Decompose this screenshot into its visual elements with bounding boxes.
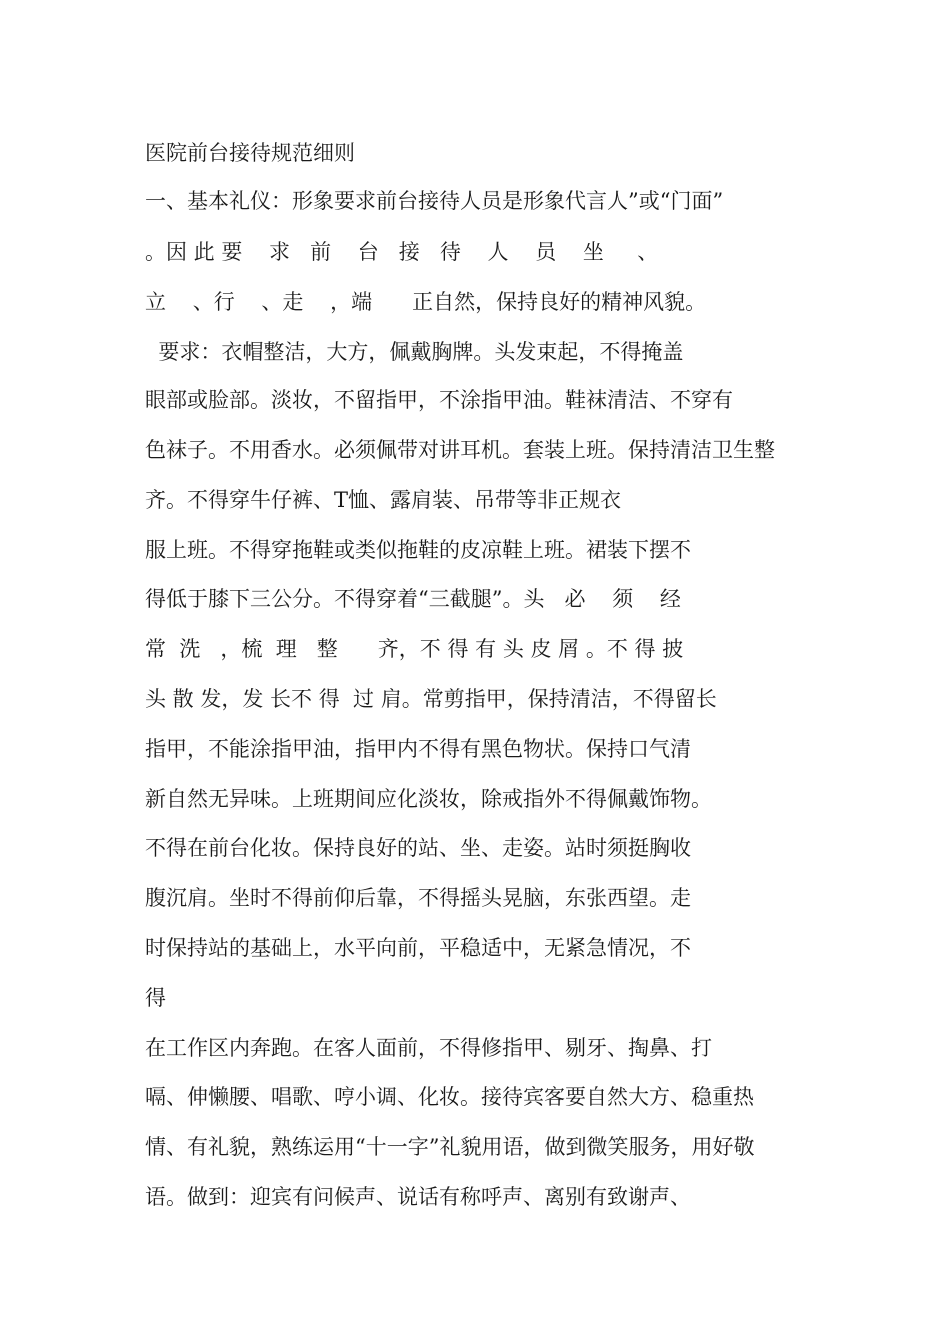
paragraph-line: 。因 此 要 求 前 台 接 待 人 员 坐 、 [145,240,659,264]
paragraph-line: 立 、行 、走 ，端 正自然，保持良好的精神风貌。 [145,290,707,314]
paragraph-line: 齐。不得穿牛仔裤、T恤、露肩装、吊带等非正规衣 [145,488,622,512]
paragraph-line: 常 洗 ，梳 理 整 齐，不 得 有 头 皮 屑 。不 得 披 [145,637,684,661]
paragraph-line: 在工作区内奔跑。在客人面前，不得修指甲、剔牙、掏鼻、打 [145,1036,712,1060]
paragraph-line: 要求：衣帽整洁，大方，佩戴胸牌。头发束起，不得掩盖 [145,340,684,364]
paragraph-line: 指甲，不能涂指甲油，指甲内不得有黑色物状。保持口气清 [145,737,691,761]
paragraph-line: 不得在前台化妆。保持良好的站、坐、走姿。站时须挺胸收 [145,836,691,860]
paragraph-line: 新自然无异味。上班期间应化淡妆，除戒指外不得佩戴饰物。 [145,787,712,811]
paragraph-line: 得 [145,986,166,1010]
paragraph-line: 头 散 发，发 长不 得 过 肩。常剪指甲，保持清洁，不得留长 [145,687,717,711]
paragraph-line: 服上班。不得穿拖鞋或类似拖鞋的皮凉鞋上班。裙装下摆不 [145,538,691,562]
paragraph-line: 腹沉肩。坐时不得前仰后靠，不得摇头晃脑，东张西望。走 [145,886,691,910]
paragraph-line: 语。做到：迎宾有问候声、说话有称呼声、离别有致谢声、 [145,1185,691,1209]
paragraph-line: 一、基本礼仪：形象要求前台接待人员是形象代言人”或“门面” [145,189,724,213]
paragraph-line: 得低于膝下三公分。不得穿着“三截腿”。头 必 须 经 [145,587,681,611]
paragraph-line: 嗝、伸懒腰、唱歌、哼小调、化妆。接待宾客要自然大方、稳重热 [145,1085,754,1109]
paragraph-line: 色袜子。不用香水。必须佩带对讲耳机。套装上班。保持清洁卫生整 [145,438,775,462]
paragraph-line: 时保持站的基础上，水平向前，平稳适中，无紧急情况，不 [145,936,691,960]
paragraph-line: 眼部或脸部。淡妆，不留指甲，不涂指甲油。鞋袜清洁、不穿有 [145,388,733,412]
paragraph-line: 情、有礼貌，熟练运用“十一字”礼貌用语，做到微笑服务，用好敬 [145,1135,755,1159]
document-title: 医院前台接待规范细则 [145,141,355,165]
